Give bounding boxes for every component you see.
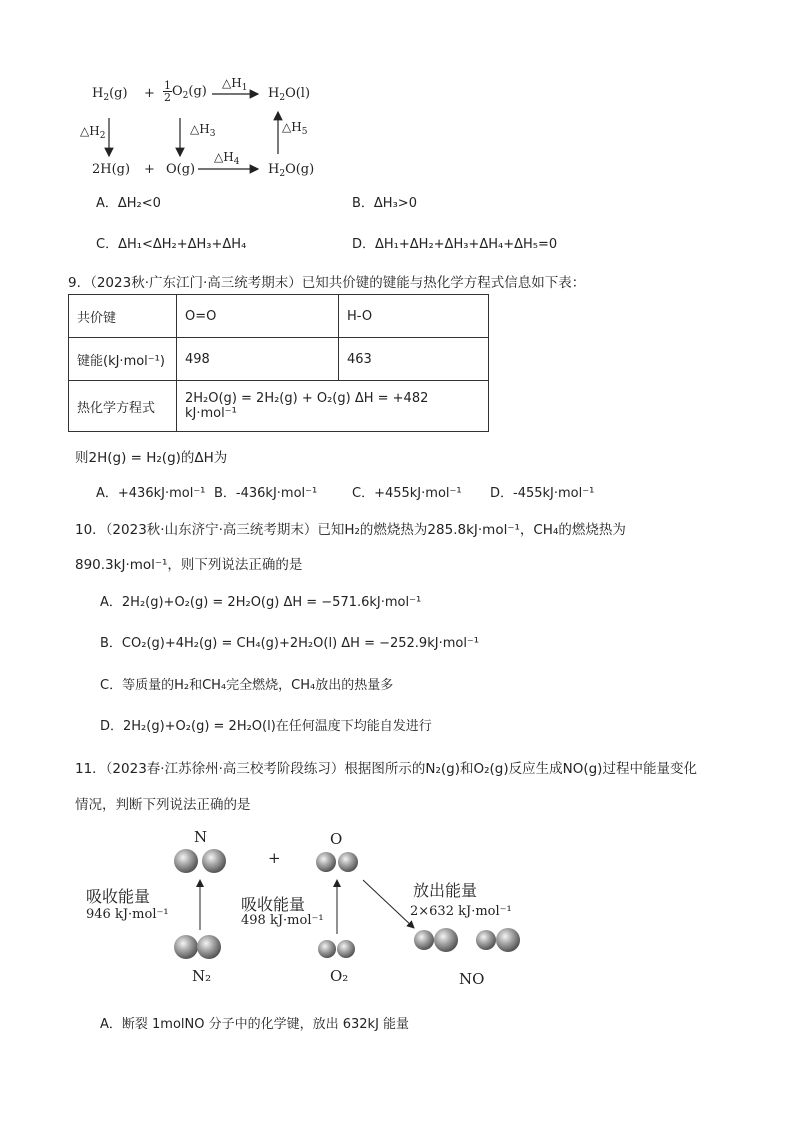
label-dh4: $\triangle H_4$ xyxy=(214,150,240,167)
n-atom xyxy=(202,849,226,873)
q11-stem-line1: 11．（2023春·江苏徐州·高三校考阶段练习）根据图所示的N₂(g)和O₂(g)反应生成NO(g)过程中能量变化 xyxy=(75,761,697,777)
species-h2ol: $H_2O(l)$ xyxy=(268,86,311,103)
label-no: NO xyxy=(459,970,485,988)
label-dh2: $\triangle H_2$ xyxy=(80,124,106,141)
plus-sign: + xyxy=(144,86,155,101)
q9-ask: 则2H(g) = H₂(g)的ΔH为 xyxy=(75,450,228,466)
no-molecule-atom xyxy=(414,930,434,950)
species-og: O(g) xyxy=(166,162,196,177)
o-atom xyxy=(338,852,358,872)
species-half-o2g: $\frac{1}{2}$ $O_2(g)$ xyxy=(164,79,207,104)
arrow-no-form xyxy=(363,880,414,928)
q10-stem-line2: 890.3kJ·mol⁻¹，则下列说法正确的是 xyxy=(75,557,303,573)
q9-option-a[interactable]: A．+436kJ·mol⁻¹ xyxy=(96,486,206,501)
o-atom xyxy=(316,852,336,872)
q8-option-d[interactable]: D．ΔH₁+ΔH₂+ΔH₃+ΔH₄+ΔH₅=0 xyxy=(352,237,558,252)
n-atom xyxy=(174,849,198,873)
q9-option-c[interactable]: C．+455kJ·mol⁻¹ xyxy=(352,486,462,501)
label-n2: N₂ xyxy=(192,967,212,985)
label-release: 放出能量 xyxy=(413,881,478,900)
q10-option-a[interactable]: A．2H₂(g)+O₂(g) = 2H₂O(g) ΔH = −571.6kJ·mol⁻¹ xyxy=(100,595,422,610)
n2-molecule-atom xyxy=(197,935,221,959)
label-absorb-1-value: 946 kJ·mol⁻¹ xyxy=(86,907,169,922)
table-cell: 498 xyxy=(177,338,339,381)
table-cell: 463 xyxy=(339,338,489,381)
no-molecule-atom xyxy=(476,930,496,950)
q9-option-d[interactable]: D．-455kJ·mol⁻¹ xyxy=(490,486,595,501)
table-cell: 键能(kJ·mol⁻¹) xyxy=(69,338,177,381)
label-absorb-1: 吸收能量 xyxy=(86,887,151,906)
species-h2og: $H_2O(g)$ xyxy=(268,162,315,179)
q8-option-c[interactable]: C．ΔH₁<ΔH₂+ΔH₃+ΔH₄ xyxy=(96,237,247,252)
species-h2g: $H_2(g)$ xyxy=(92,86,128,103)
label-plus: + xyxy=(268,849,281,867)
no-molecule-atom xyxy=(434,928,458,952)
q8-option-a[interactable]: A．ΔH₂<0 xyxy=(96,196,161,211)
plus-sign-2: + xyxy=(144,162,155,177)
label-dh5: $\triangle H_5$ xyxy=(282,120,308,137)
table-cell: 共价键 xyxy=(69,295,177,338)
n2-molecule-atom xyxy=(174,935,198,959)
table-cell-equation: 2H₂O(g) = 2H₂(g) + O₂(g) ΔH = +482 kJ·mol⁻¹ xyxy=(177,381,489,432)
label-n: N xyxy=(194,828,208,846)
table-cell: O=O xyxy=(177,295,339,338)
label-release-value: 2×632 kJ·mol⁻¹ xyxy=(410,904,512,919)
species-2hg: 2H(g) xyxy=(92,162,131,177)
q9-stem: 9．（2023秋·广东江门·高三统考期末）已知共价键的键能与热化学方程式信息如下表： xyxy=(68,275,586,291)
table-cell: H-O xyxy=(339,295,489,338)
q9-option-b[interactable]: B．-436kJ·mol⁻¹ xyxy=(214,486,318,501)
q10-option-b[interactable]: B．CO₂(g)+4H₂(g) = CH₄(g)+2H₂O(l) ΔH = −252.9kJ·mol⁻¹ xyxy=(100,636,479,651)
o2-molecule-atom xyxy=(337,940,355,958)
label-dh1: $\triangle H_1$ xyxy=(222,76,248,93)
o2-molecule-atom xyxy=(318,940,336,958)
label-absorb-2-value: 498 kJ·mol⁻¹ xyxy=(241,913,324,928)
label-dh3: $\triangle H_3$ xyxy=(190,122,216,139)
label-absorb-2: 吸收能量 xyxy=(241,895,306,914)
q11-option-a[interactable]: A．断裂 1molNO 分子中的化学键，放出 632kJ 能量 xyxy=(100,1017,410,1032)
label-o: O xyxy=(330,830,343,848)
no-molecule-atom xyxy=(496,928,520,952)
label-o2: O₂ xyxy=(330,967,349,985)
q10-option-d[interactable]: D．2H₂(g)+O₂(g) = 2H₂O(l)在任何温度下均能自发进行 xyxy=(100,719,432,734)
q11-stem-line2: 情况，判断下列说法正确的是 xyxy=(75,797,251,813)
q8-option-b[interactable]: B．ΔH₃>0 xyxy=(352,196,417,211)
q10-option-c[interactable]: C．等质量的H₂和CH₄完全燃烧，CH₄放出的热量多 xyxy=(100,678,394,693)
table-cell: 热化学方程式 xyxy=(69,381,177,432)
q10-stem-line1: 10．（2023秋·山东济宁·高三统考期末）已知H₂的燃烧热为285.8kJ·mol⁻¹，CH₄的燃烧热为 xyxy=(75,522,626,538)
